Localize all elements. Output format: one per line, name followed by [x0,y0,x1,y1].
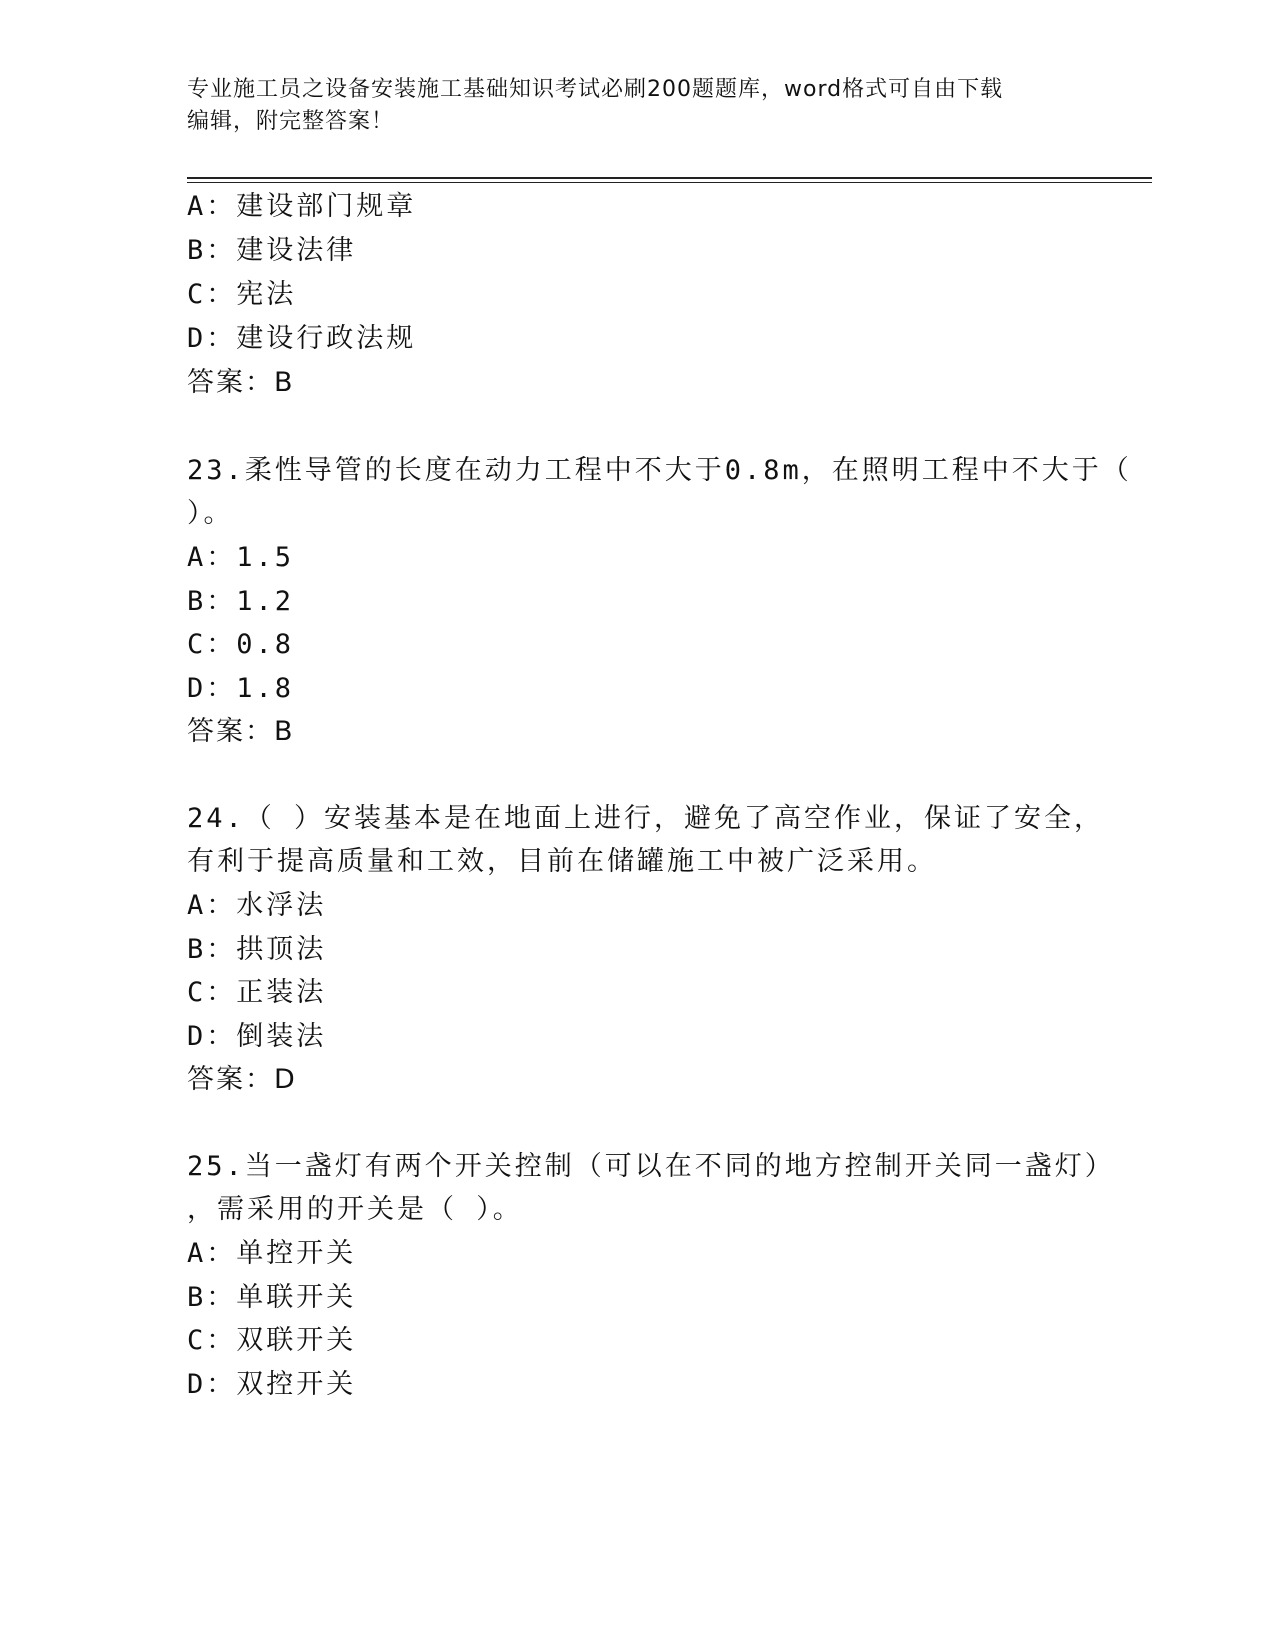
q24-answer: 答案：D [187,1064,297,1095]
q23-option-d: D：1.8 [187,673,295,704]
q23-option-c: C：0.8 [187,629,295,660]
q24-stem-line-2: 有利于提高质量和工效，目前在储罐施工中被广泛采用。 [187,846,937,877]
q23-option-b: B：1.2 [187,586,295,617]
q25-option-a: A：单控开关 [187,1238,357,1269]
q25-option-d: D：双控开关 [187,1369,357,1400]
header-divider-thick [187,177,1152,179]
q22-answer: 答案：B [187,367,295,398]
q22-option-d: D：建设行政法规 [187,323,417,354]
q24-option-b: B：拱顶法 [187,934,327,965]
header-line-1: 专业施工员之设备安装施工基础知识考试必刷200题题库，word格式可自由下载 [187,77,1004,102]
q25-stem-line-2: ，需采用的开关是（ ）。 [187,1194,523,1225]
q25-stem-line-1: 25.当一盏灯有两个开关控制（可以在不同的地方控制开关同一盏灯） [187,1151,1115,1182]
q24-option-c: C：正装法 [187,977,327,1008]
q23-option-a: A：1.5 [187,542,295,573]
q24-option-a: A：水浮法 [187,890,327,921]
q23-stem-line-2: ）。 [187,498,234,529]
q23-answer: 答案：B [187,716,295,747]
q25-option-b: B：单联开关 [187,1282,357,1313]
q24-stem-line-1: 24.（ ）安装基本是在地面上进行，避免了高空作业，保证了安全， [187,803,1105,834]
document-header [187,74,1087,138]
q23-stem-line-1: 23.柔性导管的长度在动力工程中不大于0.8m，在照明工程中不大于（ [187,455,1132,486]
q24-option-d: D：倒装法 [187,1021,327,1052]
q22-option-a: A：建设部门规章 [187,191,417,222]
header-divider-thin [187,182,1152,183]
header-line-2: 编辑，附完整答案！ [187,109,395,134]
q22-option-b: B：建设法律 [187,235,357,266]
q22-option-c: C：宪法 [187,279,297,310]
q25-option-c: C：双联开关 [187,1325,357,1356]
